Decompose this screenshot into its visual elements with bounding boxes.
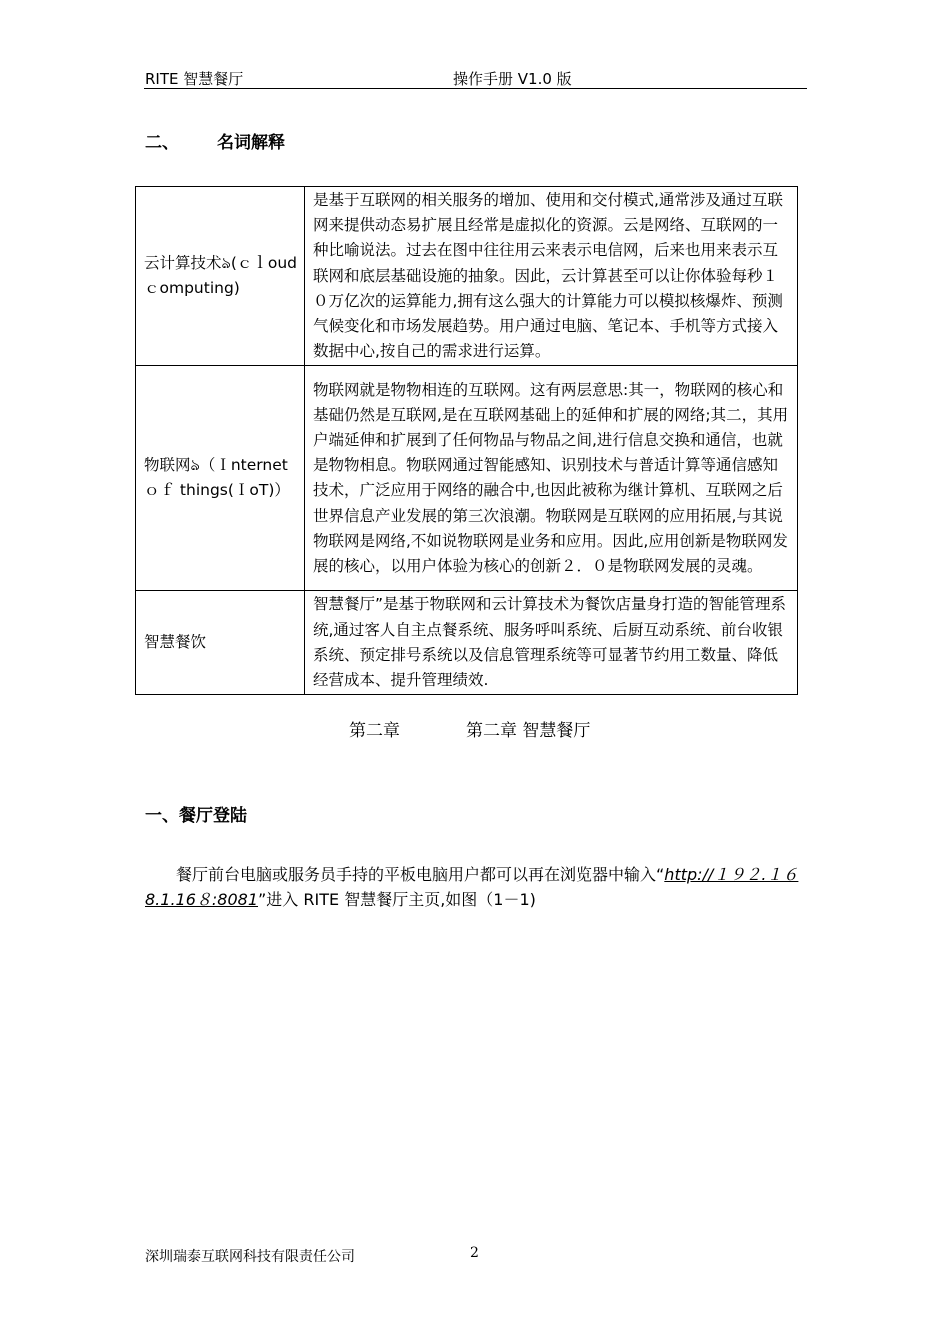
page-number: 2 (470, 1245, 479, 1261)
login-paragraph (145, 862, 805, 912)
chapter-title: 第二章 智慧餐厅 (466, 721, 591, 741)
header-center: 操作手册 V1.0 版 (453, 70, 572, 88)
section-heading-terms (145, 128, 285, 153)
definition-cell: 物联网就是物物相连的互联网。这有两层意思:其一，物联网的核心和基础仍然是互联网,是在互联网基础上的延伸和扩展的网络;其二，其用户端延伸和扩展到了任何物品与物品之间,进行信息交换和通信，也就是物物相息。物联网通过智能感知、识别技术与普适计算等通信感知技术，广泛应用于网络的融合中,也因此被称为继计算机、互联网之后世界信息产业发展的第三次浪潮。物联网是互联网的应用拓展,与其说物联网是网络,不如说物联网是业务和应用。因此,应用创新是物联网发展的核心，以用户体验为核心的创新２．０是物联网发展的灵魂。 (305, 366, 798, 591)
section-title: 名词解释 (217, 133, 285, 153)
chapter-label: 第二章 (349, 721, 400, 741)
header-rule (144, 88, 807, 89)
section-number: 二、 (145, 133, 179, 153)
terms-table (135, 186, 798, 695)
url-link[interactable]: http://１９２.１６8.1.16８:8081 (145, 865, 799, 909)
definition-cell: 智慧餐厅”是基于物联网和云计算技术为餐饮店量身打造的智能管理系统,通过客人自主点餐系统、服务呼叫系统、后厨互动系统、前台收银系统、预定排号系统以及信息管理系统等可显著节约用工数量、降低经营成本、提升管理绩效. (305, 591, 798, 695)
definition-cell: 是基于互联网的相关服务的增加、使用和交付模式,通常涉及通过互联网来提供动态易扩展且经常是虚拟化的资源。云是网络、互联网的一种比喻说法。过去在图中往往用云来表示电信网，后来也用来表示互联网和底层基础设施的抽象。因此，云计算甚至可以让你体验每秒１０万亿次的运算能力,拥有这么强大的计算能力可以模拟核爆炸、预测气候变化和市场发展趋势。用户通过电脑、笔记本、手机等方式接入数据中心,按自己的需求进行运算。 (305, 187, 798, 366)
paragraph-text-before: 餐厅前台电脑或服务员手持的平板电脑用户都可以再在浏览器中输入“ (176, 865, 665, 884)
paragraph-text-after: ”进入 RITE 智慧餐厅主页,如图（1－1) (258, 890, 536, 909)
term-cell: 云计算技术ঌ(ｃｌoud ｃomputing) (136, 187, 305, 366)
term-cell: 物联网ঌ（Ｉnternet ｏｆ things(ＩoT)） (136, 366, 305, 591)
term-cell: 智慧餐饮 (136, 591, 305, 695)
section-heading-login: 一、餐厅登陆 (145, 806, 247, 826)
table-row (136, 187, 798, 366)
footer-company: 深圳瑞泰互联网科技有限责任公司 (145, 1249, 355, 1265)
chapter-heading (349, 716, 590, 741)
table-row (136, 366, 798, 591)
header-left: RITE 智慧餐厅 (145, 70, 244, 88)
table-row (136, 591, 798, 695)
